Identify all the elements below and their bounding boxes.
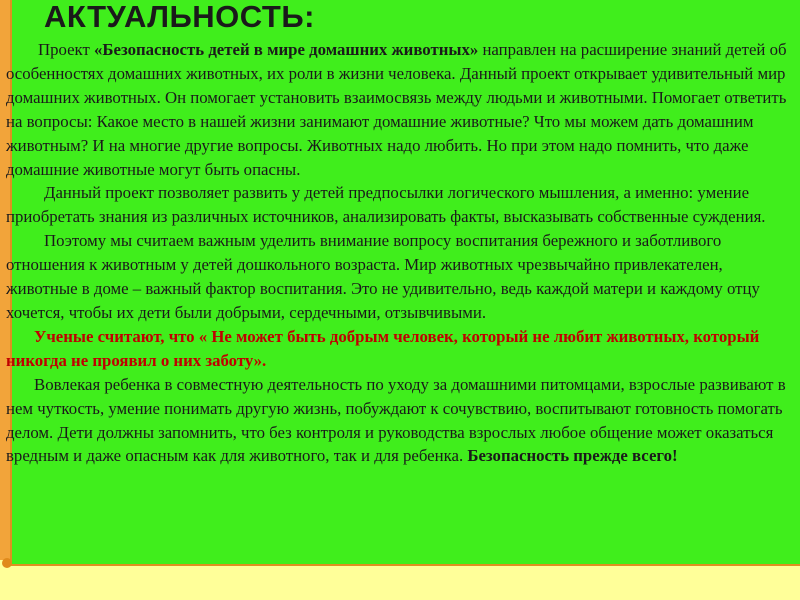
paragraph-involvement-text: Вовлекая ребенка в совместную деятельность по уходу за домашними питомцами, взрослые развивают в нем чуткость, умение понимать другую жизнь, побуждают к сочувствию, воспитывают готовность помогать делом. Дети должны запомнить, что без контроля и руководства взрослых любое общение может оказаться вредным и даже опасным как для животного, так и для ребенка. [6, 374, 786, 466]
body-text [6, 38, 790, 468]
paragraph-involvement [6, 373, 790, 469]
paragraph-development: Данный проект позволяет развить у детей предпосылки логического мышления, а именно: умение приобретать знания из различных источников, анализировать факты, высказывать собственные суждения. [6, 183, 766, 227]
paragraph-intro [6, 38, 790, 181]
scientists-quote: Ученые считают, что « Не может быть добрым человек, который не любит животных, который никогда не проявил о них заботу». [6, 326, 760, 370]
decorative-dot [2, 558, 12, 568]
slide-title: АКТУАЛЬНОСТЬ: [44, 0, 315, 34]
paragraph-intro-prefix: Проект [38, 40, 95, 59]
safety-first-closing: Безопасность прежде всего! [467, 446, 678, 466]
paragraph-intro-rest: направлен на расширение знаний детей об особенностях домашних животных, их роли в жизни человека. Данный проект открывает удивительный мир домашних животных. Он помогает установить взаимосвязь между людьми и животными. Помогает ответить на вопросы: Какое место в нашей жизни занимают домашние животные? Что мы можем дать домашним животным? И на многие другие вопросы. Животных надо любить. Но при этом надо помнить, что даже домашние животные могут быть опасны. [6, 40, 787, 179]
project-name: «Безопасность детей в мире домашних животных» [94, 40, 479, 59]
paragraph-importance: Поэтому мы считаем важным уделить внимание вопросу воспитания бережного и заботливого отношения к животным у детей дошкольного возраста. Мир животных чрезвычайно привлекателен, животные в доме – важный фактор воспитания. Это не удивительно, ведь каждой матери и каждому отцу хочется, чтобы их дети были добрыми, сердечными, отзывчивыми. [6, 231, 760, 322]
